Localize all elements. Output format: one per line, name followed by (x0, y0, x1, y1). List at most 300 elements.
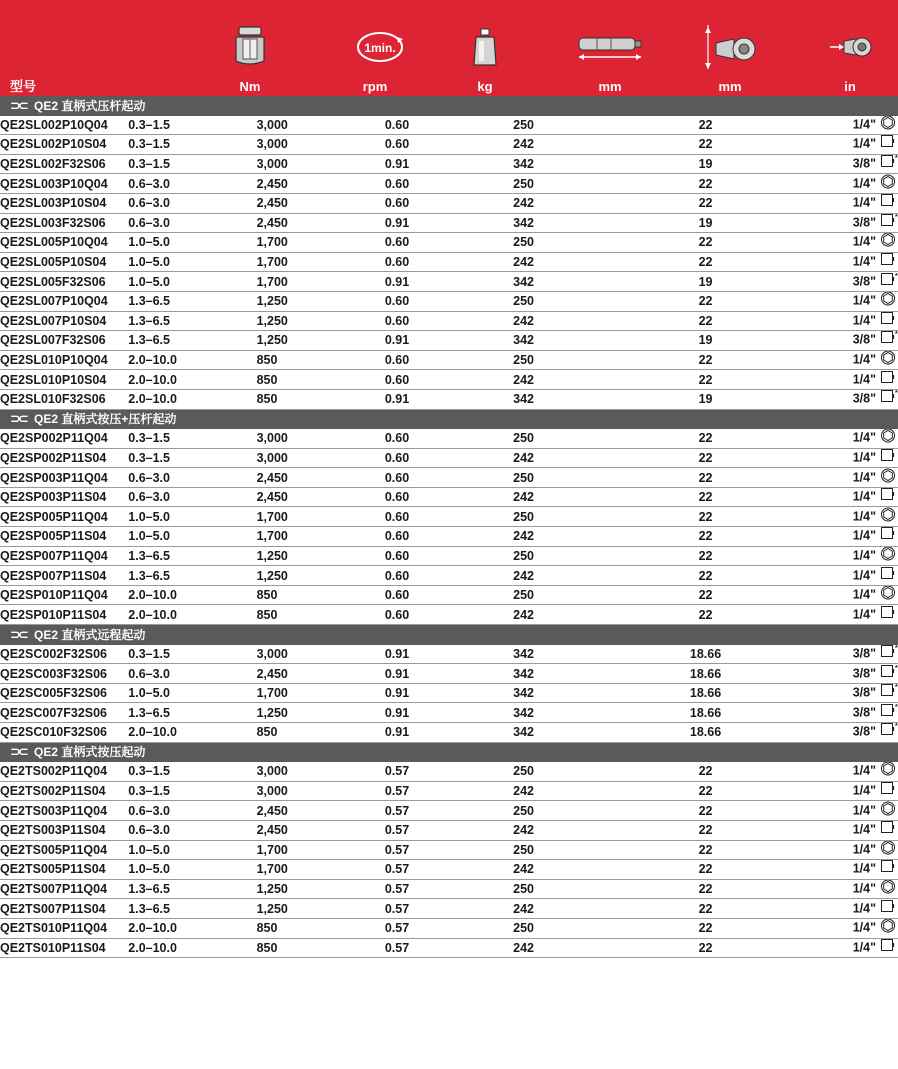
drive-size-cell (770, 448, 898, 468)
square-drive-icon (880, 605, 898, 623)
length-icon (565, 22, 655, 72)
reversible-icon: ⊃⊂ (10, 97, 26, 113)
table-row (0, 781, 898, 801)
weight: 0.60 (385, 448, 513, 468)
weight: 0.57 (385, 840, 513, 860)
weight: 0.60 (385, 507, 513, 527)
speed: 3,000 (257, 448, 385, 468)
table-row (0, 879, 898, 899)
drive-size: 3/8" (852, 705, 876, 719)
drive-size-cell (770, 546, 898, 566)
table-row (0, 918, 898, 938)
width: 22 (641, 311, 769, 331)
quick-change-chuck-icon (880, 762, 898, 780)
drive-size-cell (770, 331, 898, 351)
drive-size-cell (770, 311, 898, 331)
speed: 1,700 (257, 860, 385, 880)
weight: 0.91 (385, 644, 513, 664)
speed: 1,250 (257, 311, 385, 331)
torque-range: 1.3–6.5 (128, 546, 256, 566)
drive-size: 1/4" (852, 195, 876, 210)
width: 22 (641, 605, 769, 625)
quick-change-chuck-icon (880, 801, 898, 819)
torque-range: 0.6–3.0 (128, 664, 256, 684)
drive-size-cell (770, 174, 898, 194)
weight: 0.57 (385, 820, 513, 840)
width: 22 (641, 135, 769, 155)
model-number: QE2SP003P11S04 (0, 487, 128, 507)
weight: 0.57 (385, 860, 513, 880)
drive-size: 1/4" (852, 136, 876, 151)
width: 22 (641, 840, 769, 860)
model-number: QE2SP005P11S04 (0, 527, 128, 547)
weight: 0.60 (385, 233, 513, 253)
drive-size-cell (770, 252, 898, 272)
weight: 0.60 (385, 115, 513, 135)
speed: 2,450 (257, 820, 385, 840)
torque-range: 1.0–5.0 (128, 252, 256, 272)
svg-text:*: * (895, 703, 898, 711)
square-drive-icon (880, 311, 898, 329)
drive-size-cell (770, 233, 898, 253)
speed: 3,000 (257, 135, 385, 155)
table-row (0, 331, 898, 351)
model-number: QE2SC010F32S06 (0, 723, 128, 743)
speed: 1,700 (257, 233, 385, 253)
torque-range: 1.0–5.0 (128, 507, 256, 527)
length: 250 (513, 546, 641, 566)
drive-size: 1/4" (852, 509, 876, 524)
length: 342 (513, 154, 641, 174)
weight: 0.60 (385, 546, 513, 566)
model-number: QE2SL003P10Q04 (0, 174, 128, 194)
width: 22 (641, 448, 769, 468)
drive-size-cell (770, 135, 898, 155)
speed: 2,450 (257, 487, 385, 507)
width: 19 (641, 213, 769, 233)
torque-range: 0.6–3.0 (128, 801, 256, 821)
length: 242 (513, 370, 641, 390)
quick-change-chuck-icon (880, 115, 898, 133)
svg-text:*: * (895, 213, 898, 221)
table-row (0, 527, 898, 547)
drive-size-cell (770, 585, 898, 605)
model-number: QE2TS010P11S04 (0, 938, 128, 958)
drive-size-cell (770, 683, 898, 703)
square-drive-icon (880, 566, 898, 584)
weight: 0.91 (385, 703, 513, 723)
drive-size-cell (770, 527, 898, 547)
drive-size-cell (770, 840, 898, 860)
length: 342 (513, 644, 641, 664)
speed: 1,700 (257, 507, 385, 527)
drive-size-cell (770, 429, 898, 449)
torque-range: 0.6–3.0 (128, 487, 256, 507)
table-row (0, 664, 898, 684)
reversible-icon: ⊃⊂ (10, 411, 26, 427)
square-drive-icon (880, 370, 898, 388)
length: 250 (513, 468, 641, 488)
speed: 1,250 (257, 899, 385, 919)
width: 18.66 (641, 644, 769, 664)
drive-size: 1/4" (852, 254, 876, 269)
speed: 2,450 (257, 468, 385, 488)
drive-size: 1/4" (852, 293, 876, 308)
group-title: QE2 直柄式压杆起动 (34, 98, 146, 113)
length: 342 (513, 331, 641, 351)
torque-range: 1.0–5.0 (128, 860, 256, 880)
table-row (0, 762, 898, 782)
units-row (0, 78, 898, 96)
drive-size: 1/4" (852, 763, 876, 778)
table-row (0, 723, 898, 743)
model-number: QE2SL010P10S04 (0, 370, 128, 390)
speed: 850 (257, 605, 385, 625)
length: 250 (513, 801, 641, 821)
weight: 0.91 (385, 272, 513, 292)
width: 22 (641, 468, 769, 488)
table-row (0, 703, 898, 723)
model-number: QE2SL010P10Q04 (0, 350, 128, 370)
torque-range: 2.0–10.0 (128, 350, 256, 370)
torque-range: 1.0–5.0 (128, 272, 256, 292)
model-number: QE2SL007P10S04 (0, 311, 128, 331)
quick-change-chuck-icon (880, 918, 898, 936)
length: 250 (513, 429, 641, 449)
torque-range: 1.0–5.0 (128, 840, 256, 860)
drive-size-cell (770, 193, 898, 213)
weight: 0.57 (385, 762, 513, 782)
drive-size-cell (770, 115, 898, 135)
drive-size: 1/4" (852, 920, 876, 935)
drive-size: 1/4" (852, 117, 876, 132)
group-header (0, 409, 898, 429)
width: 22 (641, 291, 769, 311)
width: 22 (641, 801, 769, 821)
length: 242 (513, 135, 641, 155)
speed: 2,450 (257, 174, 385, 194)
weight: 0.60 (385, 350, 513, 370)
length: 250 (513, 585, 641, 605)
torque-range: 0.3–1.5 (128, 429, 256, 449)
speed: 3,000 (257, 154, 385, 174)
table-row (0, 644, 898, 664)
speed: 3,000 (257, 762, 385, 782)
drive-size: 3/8" (852, 332, 876, 347)
length: 242 (513, 860, 641, 880)
weight: 0.91 (385, 723, 513, 743)
table-row (0, 252, 898, 272)
width: 22 (641, 233, 769, 253)
drive-size-cell (770, 801, 898, 821)
model-number: QE2SL002P10S04 (0, 135, 128, 155)
speed: 850 (257, 389, 385, 409)
width: 22 (641, 527, 769, 547)
length: 250 (513, 350, 641, 370)
drive-size-cell (770, 899, 898, 919)
width: 22 (641, 585, 769, 605)
table-row (0, 566, 898, 586)
weight: 0.60 (385, 311, 513, 331)
torque-range: 0.3–1.5 (128, 448, 256, 468)
weight: 0.91 (385, 154, 513, 174)
group-header-cell (0, 409, 898, 429)
speed: 1,250 (257, 879, 385, 899)
width: 19 (641, 154, 769, 174)
width: 22 (641, 860, 769, 880)
torque-range: 1.0–5.0 (128, 527, 256, 547)
group-header-cell (0, 625, 898, 645)
table-row (0, 801, 898, 821)
model-number: QE2SC002F32S06 (0, 644, 128, 664)
width: 22 (641, 193, 769, 213)
drive-size: 3/8" (852, 273, 876, 288)
length: 250 (513, 879, 641, 899)
speed: 3,000 (257, 429, 385, 449)
speed: 850 (257, 370, 385, 390)
table-row (0, 193, 898, 213)
weight: 0.60 (385, 370, 513, 390)
drive-size-cell (770, 664, 898, 684)
table-row (0, 899, 898, 919)
svg-text:*: * (895, 331, 898, 339)
svg-text:*: * (895, 390, 898, 398)
drive-size: 3/8" (852, 685, 876, 700)
speed: 2,450 (257, 664, 385, 684)
torque-range: 1.3–6.5 (128, 566, 256, 586)
model-number: QE2TS002P11S04 (0, 781, 128, 801)
width: 19 (641, 389, 769, 409)
torque-range: 2.0–10.0 (128, 389, 256, 409)
table-header (0, 0, 898, 96)
width: 22 (641, 507, 769, 527)
table-row (0, 272, 898, 292)
length: 250 (513, 918, 641, 938)
drive-size: 1/4" (852, 900, 876, 915)
drive-size: 1/4" (852, 352, 876, 367)
table-row (0, 174, 898, 194)
width: 22 (641, 820, 769, 840)
torque-range: 1.3–6.5 (128, 291, 256, 311)
drive-size-cell (770, 272, 898, 292)
table-row (0, 429, 898, 449)
length: 342 (513, 272, 641, 292)
drive-size: 3/8" (852, 646, 876, 661)
width: 18.66 (641, 683, 769, 703)
model-number: QE2SP005P11Q04 (0, 507, 128, 527)
length: 242 (513, 448, 641, 468)
quick-change-chuck-icon (880, 350, 898, 368)
spec-table (0, 96, 898, 958)
speed: 1,250 (257, 331, 385, 351)
drive-size-cell (770, 291, 898, 311)
quick-change-chuck-icon (880, 233, 898, 251)
square-drive-icon (880, 193, 898, 211)
group-header (0, 96, 898, 115)
width: 22 (641, 762, 769, 782)
square-drive-icon (880, 781, 898, 799)
unit-model: 型号 (10, 79, 37, 94)
weight: 0.60 (385, 291, 513, 311)
length: 242 (513, 487, 641, 507)
table-row (0, 546, 898, 566)
length: 250 (513, 840, 641, 860)
drive-size: 1/4" (852, 450, 876, 465)
weight: 0.60 (385, 135, 513, 155)
quick-change-chuck-icon (880, 291, 898, 309)
length: 242 (513, 781, 641, 801)
group-header-cell (0, 742, 898, 762)
speed: 1,700 (257, 840, 385, 860)
quick-change-chuck-icon (880, 840, 898, 858)
length: 242 (513, 566, 641, 586)
torque-range: 2.0–10.0 (128, 723, 256, 743)
unit-drive: in (844, 79, 856, 94)
drive-size-cell (770, 389, 898, 409)
table-row (0, 683, 898, 703)
table-row (0, 291, 898, 311)
drive-size: 3/8" (852, 156, 876, 171)
width: 22 (641, 546, 769, 566)
speed: 850 (257, 723, 385, 743)
width: 22 (641, 174, 769, 194)
model-number: QE2SL003P10S04 (0, 193, 128, 213)
weight: 0.91 (385, 664, 513, 684)
torque-range: 1.3–6.5 (128, 331, 256, 351)
drive-size: 1/4" (852, 822, 876, 837)
table-row (0, 487, 898, 507)
table-row (0, 468, 898, 488)
drive-size-cell (770, 605, 898, 625)
svg-text:*: * (895, 644, 898, 652)
svg-text:*: * (895, 723, 898, 731)
model-number: QE2SP002P11S04 (0, 448, 128, 468)
width: 22 (641, 899, 769, 919)
drive-size-cell (770, 938, 898, 958)
width: 22 (641, 487, 769, 507)
drive-size-cell (770, 487, 898, 507)
torque-range: 1.0–5.0 (128, 233, 256, 253)
width: 22 (641, 938, 769, 958)
width: 22 (641, 115, 769, 135)
drive-size-cell (770, 370, 898, 390)
square-drive-icon (880, 487, 898, 505)
length: 342 (513, 213, 641, 233)
square-drive-icon (880, 860, 898, 878)
group-title: QE2 直柄式按压+压杆起动 (34, 412, 177, 427)
length: 242 (513, 527, 641, 547)
speed: 3,000 (257, 781, 385, 801)
torque-range: 2.0–10.0 (128, 370, 256, 390)
speed: 850 (257, 585, 385, 605)
drive-size-cell (770, 468, 898, 488)
speed: 850 (257, 938, 385, 958)
table-row (0, 154, 898, 174)
speed: 2,450 (257, 801, 385, 821)
group-title: QE2 直柄式远程起动 (34, 627, 146, 642)
width: 19 (641, 331, 769, 351)
length: 242 (513, 311, 641, 331)
drive-size-cell (770, 781, 898, 801)
model-number: QE2TS005P11S04 (0, 860, 128, 880)
weight: 0.57 (385, 899, 513, 919)
weight: 0.60 (385, 527, 513, 547)
width: 22 (641, 350, 769, 370)
drive-size: 1/4" (852, 783, 876, 798)
model-number: QE2TS010P11Q04 (0, 918, 128, 938)
drive-size: 1/4" (852, 548, 876, 563)
speed: 3,000 (257, 644, 385, 664)
weight: 0.60 (385, 468, 513, 488)
model-number: QE2SP007P11S04 (0, 566, 128, 586)
model-number: QE2TS003P11S04 (0, 820, 128, 840)
square-drive-icon (880, 899, 898, 917)
drive-size: 1/4" (852, 802, 876, 817)
torque-range: 1.3–6.5 (128, 311, 256, 331)
width: 22 (641, 252, 769, 272)
drive-size: 1/4" (852, 861, 876, 876)
quick-change-chuck-icon (880, 429, 898, 447)
torque-range: 1.3–6.5 (128, 879, 256, 899)
drive-size: 1/4" (852, 234, 876, 249)
speed: 2,450 (257, 213, 385, 233)
unit-kg: kg (477, 79, 493, 94)
drive-size: 1/4" (852, 587, 876, 602)
torque-range: 0.6–3.0 (128, 213, 256, 233)
torque-range: 0.6–3.0 (128, 174, 256, 194)
width: 18.66 (641, 723, 769, 743)
square-drive-star-icon (880, 331, 898, 349)
socket-torque-icon (220, 22, 280, 72)
drive-size: 1/4" (852, 469, 876, 484)
drive-icon (825, 22, 875, 72)
length: 242 (513, 820, 641, 840)
drive-size: 3/8" (852, 665, 876, 680)
length: 250 (513, 233, 641, 253)
weight: 0.57 (385, 879, 513, 899)
torque-range: 2.0–10.0 (128, 585, 256, 605)
weight: 0.60 (385, 193, 513, 213)
model-number: QE2TS005P11Q04 (0, 840, 128, 860)
torque-range: 2.0–10.0 (128, 605, 256, 625)
square-drive-icon (880, 527, 898, 545)
model-number: QE2SC005F32S06 (0, 683, 128, 703)
square-drive-star-icon (880, 703, 898, 721)
table-row (0, 585, 898, 605)
length: 342 (513, 703, 641, 723)
model-number: QE2SL005F32S06 (0, 272, 128, 292)
quick-change-chuck-icon (880, 507, 898, 525)
width: 22 (641, 781, 769, 801)
drive-size: 1/4" (852, 489, 876, 504)
drive-size-cell (770, 723, 898, 743)
unit-length: mm (598, 79, 622, 94)
table-row (0, 507, 898, 527)
table-row (0, 213, 898, 233)
table-row (0, 605, 898, 625)
table-row (0, 820, 898, 840)
model-number: QE2SL003F32S06 (0, 213, 128, 233)
weight: 0.60 (385, 605, 513, 625)
torque-range: 0.6–3.0 (128, 193, 256, 213)
table-row (0, 448, 898, 468)
model-number: QE2TS002P11Q04 (0, 762, 128, 782)
group-header (0, 625, 898, 645)
square-drive-star-icon (880, 213, 898, 231)
square-drive-icon (880, 448, 898, 466)
quick-change-chuck-icon (880, 879, 898, 897)
table-row (0, 311, 898, 331)
